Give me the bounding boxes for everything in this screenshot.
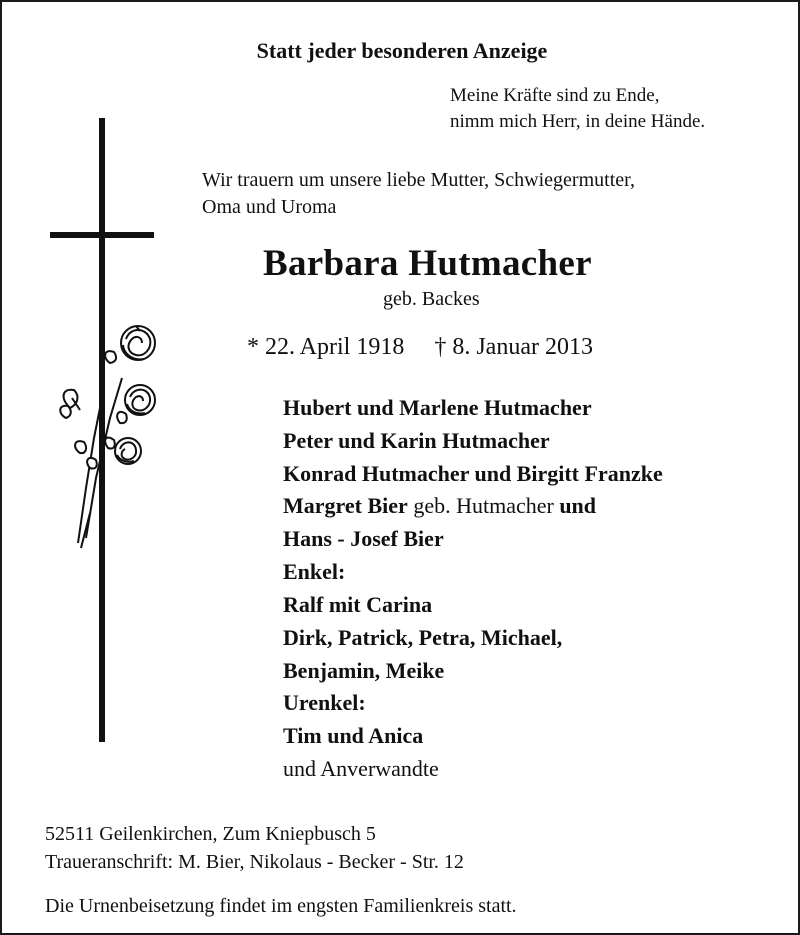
- mourner-line-3: Konrad Hutmacher und Birgitt Franzke: [283, 461, 663, 486]
- address-line-1: 52511 Geilenkirchen, Zum Kniepbusch 5: [45, 823, 376, 845]
- mourner-line-5: Hans - Josef Bier: [283, 526, 444, 551]
- address-line-2: Traueranschrift: M. Bier, Nikolaus - Becker - Str. 12: [45, 851, 464, 873]
- mourner-line-4: Margret Bier geb. Hutmacher und: [283, 493, 597, 518]
- headline: Statt jeder besonderen Anzeige: [256, 38, 548, 63]
- roses-icon: [60, 326, 155, 548]
- intro-line-1: Wir trauern um unsere liebe Mutter, Schwiegermutter,: [202, 169, 635, 191]
- maiden-name: geb. Backes: [383, 288, 480, 310]
- mourner-line-2: Peter und Karin Hutmacher: [283, 428, 550, 453]
- grandchildren-line-1: Ralf mit Carina: [283, 592, 433, 617]
- closing-line: Die Urnenbeisetzung findet im engsten Familienkreis statt.: [45, 895, 517, 917]
- relatives-line: und Anverwandte: [283, 756, 439, 781]
- verse-line-2: nimm mich Herr, in deine Hände.: [450, 111, 706, 132]
- verse-line-1: Meine Kräfte sind zu Ende,: [450, 85, 660, 106]
- cross-icon: [50, 118, 165, 748]
- intro-line-2: Oma und Uroma: [202, 196, 337, 218]
- deceased-name: Barbara Hutmacher: [263, 243, 592, 284]
- life-dates: [247, 335, 593, 359]
- grandchildren-line-2: Dirk, Patrick, Petra, Michael,: [283, 625, 563, 650]
- grandchildren-line-3: Benjamin, Meike: [283, 658, 445, 683]
- death-date: † 8. Januar 2013: [434, 334, 593, 360]
- grandchildren-heading: Enkel:: [283, 559, 346, 584]
- birth-date: * 22. April 1918: [247, 334, 405, 360]
- mourner-line-1: Hubert und Marlene Hutmacher: [283, 395, 592, 420]
- greatgrandchildren-heading: Urenkel:: [283, 690, 366, 715]
- greatgrandchildren-line-1: Tim und Anica: [283, 723, 424, 748]
